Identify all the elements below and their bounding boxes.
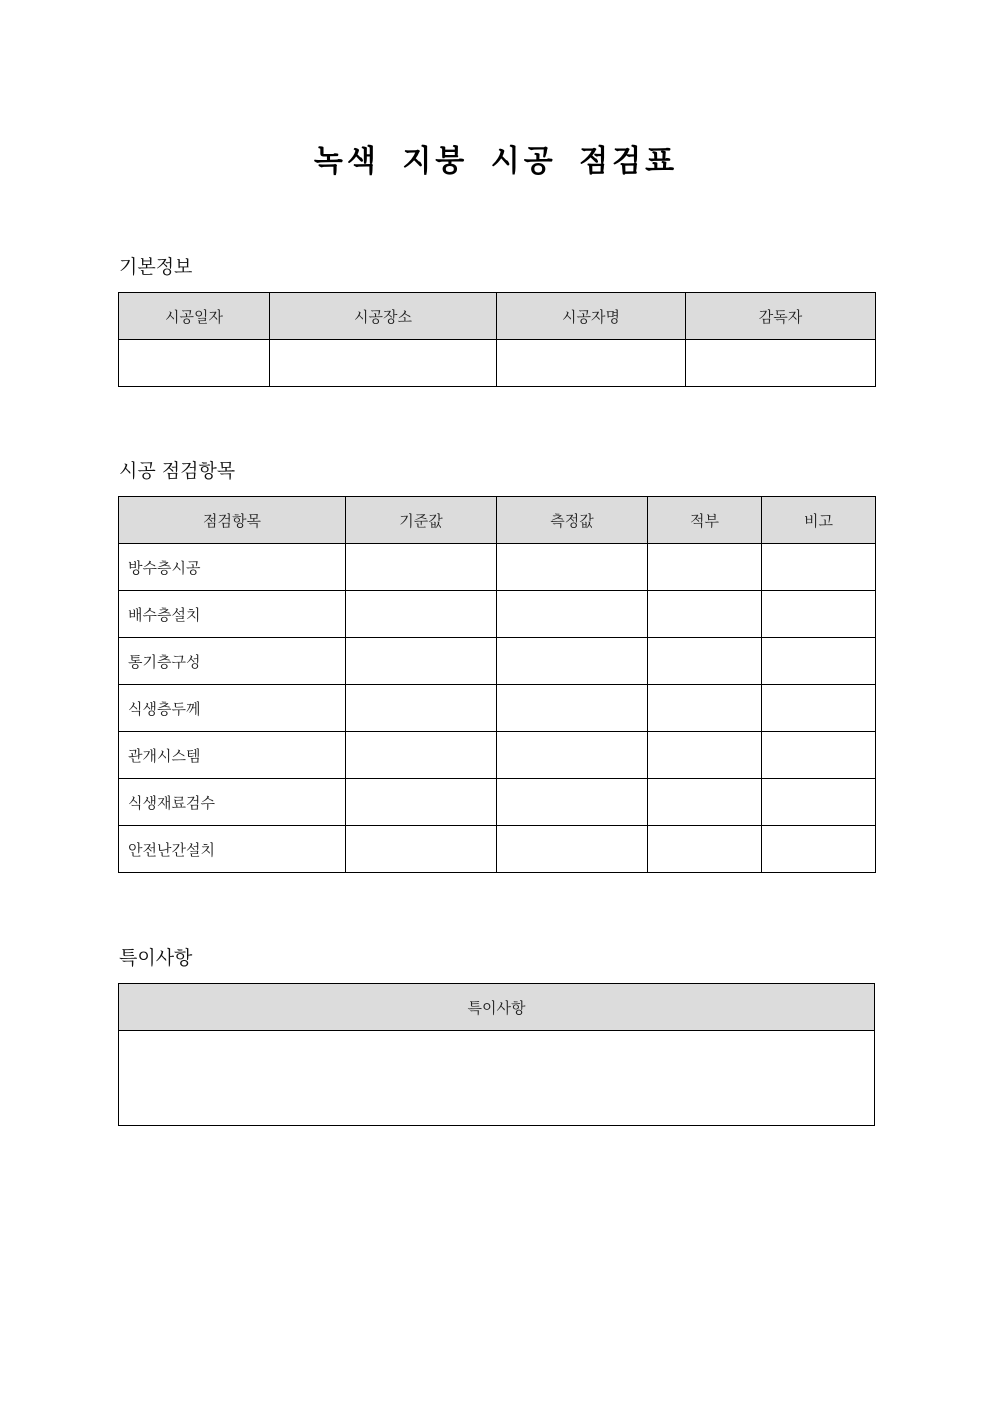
- measured-value-field[interactable]: [497, 685, 648, 732]
- header-standard-value: 기준값: [346, 497, 497, 544]
- note-field[interactable]: [762, 826, 876, 873]
- note-field[interactable]: [762, 779, 876, 826]
- note-field[interactable]: [762, 591, 876, 638]
- table-row: [119, 826, 876, 873]
- header-note: 비고: [762, 497, 876, 544]
- standard-value-field[interactable]: [346, 638, 497, 685]
- inspection-item-label: 식생재료검수: [119, 779, 346, 826]
- pass-fail-field[interactable]: [648, 685, 762, 732]
- header-remarks: 특이사항: [119, 984, 875, 1031]
- header-construction-date: 시공일자: [119, 293, 270, 340]
- table-row: [119, 732, 876, 779]
- standard-value-field[interactable]: [346, 544, 497, 591]
- inspection-item-label: 관개시스템: [119, 732, 346, 779]
- table-row: [119, 779, 876, 826]
- table-row: [119, 544, 876, 591]
- inspection-item-label: 방수층시공: [119, 544, 346, 591]
- document-title: 녹색 지붕 시공 점검표: [313, 144, 679, 179]
- section-title-inspection: 시공 점검항목: [119, 460, 236, 482]
- standard-value-field[interactable]: [346, 685, 497, 732]
- remarks-table: [118, 983, 875, 1126]
- measured-value-field[interactable]: [497, 732, 648, 779]
- note-field[interactable]: [762, 638, 876, 685]
- measured-value-field[interactable]: [497, 779, 648, 826]
- standard-value-field[interactable]: [346, 591, 497, 638]
- table-row: [119, 591, 876, 638]
- standard-value-field[interactable]: [346, 779, 497, 826]
- note-field[interactable]: [762, 544, 876, 591]
- measured-value-field[interactable]: [497, 826, 648, 873]
- header-construction-site: 시공장소: [270, 293, 497, 340]
- header-supervisor: 감독자: [686, 293, 876, 340]
- pass-fail-field[interactable]: [648, 638, 762, 685]
- basic-info-header-row: [119, 293, 876, 340]
- inspection-item-label: 배수층설치: [119, 591, 346, 638]
- header-constructor-name: 시공자명: [497, 293, 686, 340]
- basic-info-value-row: [119, 340, 876, 387]
- header-pass-fail: 적부: [648, 497, 762, 544]
- note-field[interactable]: [762, 685, 876, 732]
- table-row: [119, 638, 876, 685]
- inspection-item-label: 안전난간설치: [119, 826, 346, 873]
- inspection-item-label: 식생층두께: [119, 685, 346, 732]
- pass-fail-field[interactable]: [648, 779, 762, 826]
- measured-value-field[interactable]: [497, 544, 648, 591]
- header-inspection-item: 점검항목: [119, 497, 346, 544]
- header-measured-value: 측정값: [497, 497, 648, 544]
- remarks-field[interactable]: [119, 1031, 875, 1126]
- standard-value-field[interactable]: [346, 732, 497, 779]
- inspection-item-label: 통기층구성: [119, 638, 346, 685]
- section-title-basic-info: 기본정보: [119, 256, 193, 278]
- section-title-remarks: 특이사항: [119, 947, 193, 969]
- measured-value-field[interactable]: [497, 638, 648, 685]
- remarks-body-row: [119, 1031, 875, 1126]
- supervisor-field[interactable]: [686, 340, 876, 387]
- pass-fail-field[interactable]: [648, 826, 762, 873]
- basic-info-table: [118, 292, 876, 387]
- pass-fail-field[interactable]: [648, 591, 762, 638]
- measured-value-field[interactable]: [497, 591, 648, 638]
- construction-date-field[interactable]: [119, 340, 270, 387]
- note-field[interactable]: [762, 732, 876, 779]
- table-row: [119, 685, 876, 732]
- inspection-table: [118, 496, 876, 873]
- inspection-header-row: [119, 497, 876, 544]
- remarks-header-row: [119, 984, 875, 1031]
- pass-fail-field[interactable]: [648, 544, 762, 591]
- standard-value-field[interactable]: [346, 826, 497, 873]
- constructor-name-field[interactable]: [497, 340, 686, 387]
- construction-site-field[interactable]: [270, 340, 497, 387]
- pass-fail-field[interactable]: [648, 732, 762, 779]
